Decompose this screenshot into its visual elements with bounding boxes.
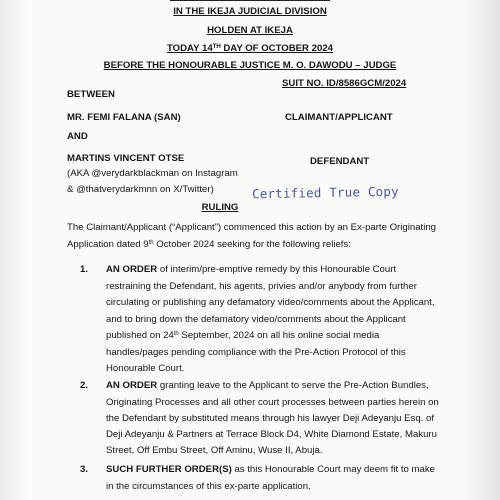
cropped-heading-underline: [170, 0, 330, 4]
relief-2-line-2: Originating Processes and all other court processes between parties herein on: [106, 397, 439, 408]
court-holden: HOLDEN AT IKEJA: [207, 25, 293, 36]
intro-line-1: The Claimant/Applicant (“Applicant”) commenced this action by an Ex-parte Originating: [67, 222, 436, 233]
relief-1-line-5: published on 24th September, 2024 on all his online social media: [106, 330, 380, 341]
intro-line-2: Application dated 9th October 2024 seeking for the following reliefs:: [67, 239, 351, 250]
relief-1-line-3: circulating or publishing any defamatory video/comments about the Applicant,: [106, 297, 435, 308]
suit-number: SUIT NO. ID/8586GCM/2024: [282, 78, 407, 89]
court-division: IN THE IKEJA JUDICIAL DIVISION: [173, 6, 327, 17]
relief-3-line-1: SUCH FURTHER ORDER(S) as this Honourable Court may deem fit to make: [106, 464, 435, 475]
ruling-title: RULING: [201, 202, 239, 213]
defendant-name: MARTINS VINCENT OTSE: [67, 153, 185, 164]
page-shadow-left: [0, 0, 30, 500]
between-label: BETWEEN: [67, 89, 115, 100]
relief-3-line-2: in the circumstances of this ex-parte application.: [106, 481, 311, 492]
court-judge: BEFORE THE HONOURABLE JUSTICE M. O. DAWODU – JUDGE: [103, 60, 397, 71]
defendant-aka-line2: & @thatverydarkmnn on X/Twitter): [67, 184, 214, 195]
relief-2-number: 2.: [80, 380, 89, 391]
and-label: AND: [67, 131, 88, 142]
relief-1-line-1: AN ORDER of interim/pre-emptive remedy by this Honourable Court: [106, 264, 397, 275]
claimant-name: MR. FEMI FALANA (SAN): [67, 112, 181, 123]
relief-1-number: 1.: [80, 264, 89, 275]
relief-1-line-2: restraining the Defendant, his agents, privies and/or anybody from further: [106, 281, 417, 292]
relief-3-number: 3.: [80, 464, 89, 475]
relief-2-line-5: Street, Off Embu Street, Off Aminu, Wuse II, Abuja.: [106, 445, 323, 456]
claimant-role: CLAIMANT/APPLICANT: [285, 112, 393, 123]
court-date: TODAY 14TH DAY OF OCTOBER 2024: [166, 43, 333, 54]
page-shadow-right: [462, 0, 500, 500]
relief-2-line-3: the Defendant by substituted means through his lawyer Deji Adeyanju Esq. of: [106, 413, 434, 424]
relief-2-line-4: Deji Adeyanju & Partners at Terrace Block D4, White Diamond Estate, Makuru: [106, 429, 437, 440]
relief-1-line-4: and to bring down the defamatory video/comments about the Applicant: [106, 314, 406, 325]
defendant-aka-line1: (AKA @verydarkblackman on Instagram: [67, 168, 238, 179]
certified-true-copy-stamp: Certified True Copy: [251, 183, 399, 202]
relief-2-line-1: AN ORDER granting leave to the Applicant to serve the Pre-Action Bundles,: [106, 380, 429, 391]
relief-1-line-7: Honourable Court.: [106, 363, 185, 374]
defendant-role: DEFENDANT: [310, 156, 370, 167]
relief-1-line-6: handles/pages pending compliance with the Pre-Action Protocol of this: [106, 347, 406, 358]
